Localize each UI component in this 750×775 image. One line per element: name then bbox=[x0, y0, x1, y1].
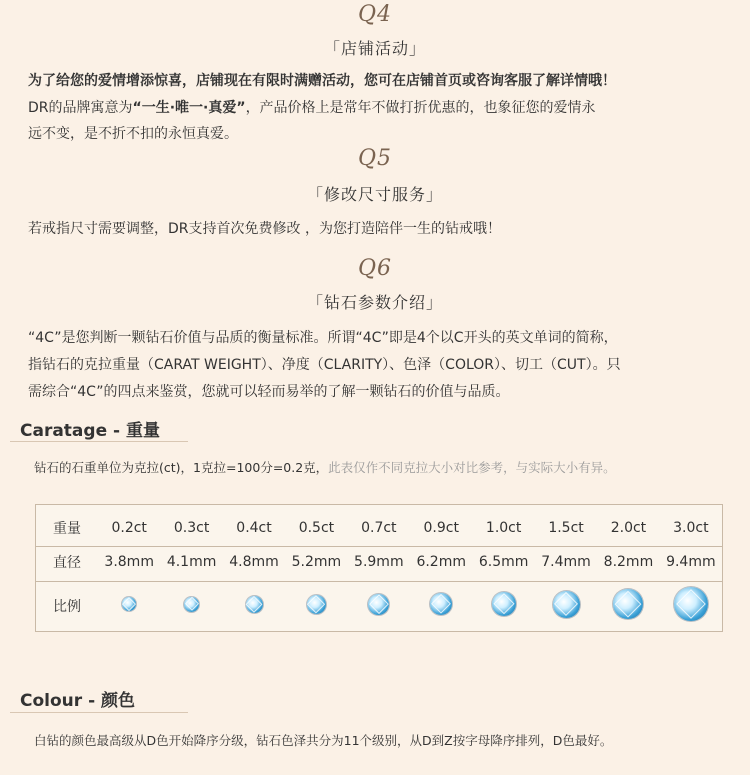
caratage-note bbox=[34, 458, 616, 476]
caratage-note-main: 钻石的石重单位为克拉(ct)，1克拉=100分=0.2克， bbox=[34, 460, 329, 475]
row-label-weight: 重量 bbox=[53, 521, 81, 537]
q6-label: Q6 bbox=[357, 256, 393, 281]
gem-cell bbox=[597, 589, 659, 623]
weight-cell: 1.0ct bbox=[485, 520, 522, 536]
q5-label: Q5 bbox=[357, 146, 393, 171]
diameter-cell: 5.2mm bbox=[291, 554, 342, 570]
table-row-weight bbox=[36, 513, 722, 543]
q4-brand-motto: “一生·唯一·真爱” bbox=[132, 100, 246, 116]
q6-4c-line-3: 需综合“4C”的四点来鉴赏，您就可以轻而易举的了解一颗钻石的价值与品质。 bbox=[28, 384, 510, 400]
diameter-cell: 6.5mm bbox=[478, 554, 529, 570]
weight-cell: 0.4ct bbox=[236, 520, 272, 536]
q4-brand-line-2: 远不变，是不折不扣的永恒真爱。 bbox=[28, 126, 238, 142]
weight-cell: 0.2ct bbox=[111, 520, 147, 536]
carat-size-table bbox=[35, 504, 723, 632]
diameter-cell: 3.8mm bbox=[104, 554, 154, 570]
weight-cell: 0.7ct bbox=[361, 520, 397, 536]
q4-brand-pre: DR的品牌寓意为 bbox=[28, 100, 133, 116]
q4-brand-post: ，产品价格上是常年不做打折优惠的，也象征您的爱情永 bbox=[245, 100, 596, 116]
q4-brand-line bbox=[28, 95, 728, 121]
diamond-icon bbox=[246, 596, 263, 613]
diameter-cell: 4.8mm bbox=[229, 554, 279, 570]
table-row-proportion bbox=[36, 583, 722, 629]
gem-cell bbox=[410, 593, 472, 619]
diamond-icon bbox=[674, 587, 708, 621]
diameter-cell: 4.1mm bbox=[166, 554, 217, 570]
diamond-icon bbox=[184, 597, 199, 612]
weight-cell: 0.5ct bbox=[298, 520, 335, 536]
gem-cell bbox=[285, 595, 347, 618]
caratage-title: Caratage - 重量 bbox=[20, 421, 160, 441]
gem-cell bbox=[98, 597, 160, 615]
diameter-cell: 8.2mm bbox=[603, 554, 654, 570]
colour-divider bbox=[10, 712, 188, 713]
q6-4c-line-1: “4C”是您判断一颗钻石价值与品质的衡量标准。所谓“4C”即是4个以C开头的英文单词的简称， bbox=[28, 330, 618, 346]
diameter-cell: 9.4mm bbox=[666, 554, 716, 570]
q4-heading: 「店铺活动」 bbox=[323, 39, 426, 58]
q4-promo-line: 为了给您的爱情增添惊喜，店铺现在有限时满赠活动，您可在店铺首页或咨询客服了解详情哦！ bbox=[28, 73, 616, 89]
gem-cell bbox=[472, 592, 534, 620]
caratage-note-disclaimer: 此表仅作不同克拉大小对比参考，与实际大小有异。 bbox=[328, 460, 616, 475]
diamond-icon bbox=[613, 589, 643, 619]
q4-label: Q4 bbox=[357, 2, 393, 27]
diamond-icon bbox=[430, 593, 452, 615]
weight-cell: 0.9ct bbox=[423, 520, 459, 536]
caratage-divider bbox=[10, 441, 188, 442]
row-label-proportion: 比例 bbox=[53, 599, 81, 615]
diamond-icon bbox=[307, 595, 326, 614]
gem-cell bbox=[535, 591, 597, 622]
gem-cell bbox=[660, 587, 722, 625]
diamond-icon bbox=[122, 597, 136, 611]
diamond-icon bbox=[368, 594, 389, 615]
weight-cell: 3.0ct bbox=[673, 520, 709, 536]
gem-cell bbox=[160, 597, 222, 616]
diamond-icon bbox=[553, 591, 580, 618]
q5-resize-line: 若戒指尺寸需要调整，DR支持首次免费修改 ，为您打造陪伴一生的钻戒哦！ bbox=[28, 221, 501, 237]
weight-cell: 1.5ct bbox=[548, 520, 584, 536]
diamond-icon bbox=[492, 592, 516, 616]
gem-cell bbox=[223, 596, 285, 617]
diameter-cell: 6.2mm bbox=[416, 554, 466, 570]
q5-heading: 「修改尺寸服务」 bbox=[306, 185, 443, 204]
table-divider bbox=[36, 581, 722, 582]
diameter-cell: 7.4mm bbox=[541, 554, 591, 570]
gem-cell bbox=[348, 594, 410, 619]
q6-heading: 「钻石参数介绍」 bbox=[306, 293, 443, 312]
weight-cell: 2.0ct bbox=[610, 520, 647, 536]
table-row-diameter bbox=[36, 547, 722, 577]
diameter-cell: 5.9mm bbox=[354, 554, 404, 570]
colour-note: 白钻的颜色最高级从D色开始降序分级，钻石色泽共分为11个级别，从D到Z按字母降序排列，D色最好。 bbox=[34, 733, 613, 748]
row-label-diameter: 直径 bbox=[53, 555, 81, 571]
weight-cell: 0.3ct bbox=[173, 520, 210, 536]
colour-title: Colour - 颜色 bbox=[20, 691, 136, 711]
q6-4c-line-2: 指钻石的克拉重量（CARAT WEIGHT）、净度（CLARITY）、色泽（COLOR）、切工（CUT）。只 bbox=[28, 357, 621, 373]
